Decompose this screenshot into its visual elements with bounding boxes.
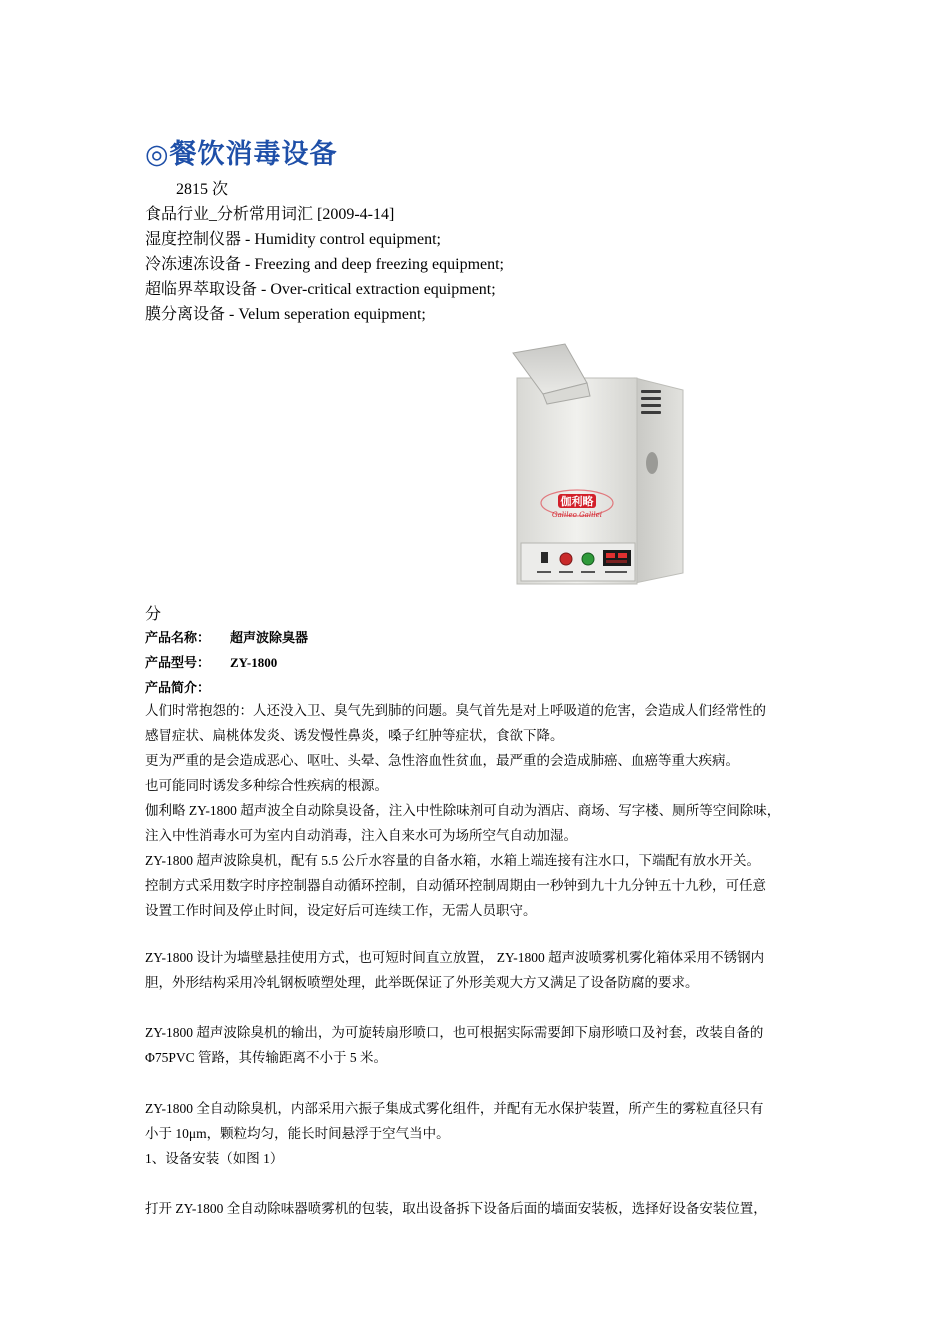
text-line: 食品行业_分析常用词汇 [2009-4-14]	[145, 206, 395, 223]
product-intro-label: 产品简介：	[145, 680, 211, 695]
product-name-label: 产品名称：	[145, 630, 211, 645]
paragraph-line: 也可能同时诱发多种综合性疾病的根源。	[145, 778, 388, 793]
product-model-value: ZY-1800	[230, 655, 278, 670]
paragraph-line: 更为严重的是会造成恶心、呕吐、头晕、急性溶血性贫血，最严重的会造成肺癌、血癌等重大疾病。	[145, 753, 739, 768]
paragraph-line: 控制方式采用数字时序控制器自动循环控制，自动循环控制周期由一秒钟到九十九分钟五十九秒，可任意	[145, 878, 766, 893]
paragraph-output	[145, 1020, 820, 1070]
paragraph-line: ZY-1800 全自动除臭机，内部采用六振子集成式雾化组件，并配有无水保护装置，所产生的雾粒直径只有	[145, 1101, 764, 1116]
paragraph-line: 伽利略 ZY-1800 超声波全自动除臭设备，注入中性除味剂可自动为酒店、商场、写字楼、厕所等空间除味，	[145, 803, 781, 818]
paragraph-line: Φ75PVC 管路，其传输距离不小于 5 米。	[145, 1050, 388, 1065]
section-heading: 1、设备安装（如图 1）	[145, 1151, 284, 1166]
paragraph-line: ZY-1800 超声波除臭机，配有 5.5 公斤水容量的自备水箱，水箱上端连接有注水口，下端配有放水开关。	[145, 853, 760, 868]
paragraph-line: 胆，外形结构采用冷轧钢板喷塑处理，此举既保证了外形美观大方又满足了设备防腐的要求。	[145, 975, 699, 990]
page-title: ◎餐饮消毒设备	[145, 139, 338, 170]
paragraph-mounting	[145, 945, 820, 995]
text-fragment: 分	[145, 606, 162, 623]
product-photo	[455, 338, 740, 608]
product-name-value: 超声波除臭器	[230, 630, 309, 645]
paragraph-line: 打开 ZY-1800 全自动除味器喷雾机的包装，取出设备拆下设备后面的墙面安装板，选择好设备安装位置，	[145, 1201, 767, 1216]
product-model-row	[145, 652, 277, 671]
logo-english: Galileo Galilei	[552, 511, 602, 519]
view-count: 2815 次	[176, 181, 229, 198]
paragraph-line: 注入中性消毒水可为室内自动消毒，注入自来水可为场所空气自动加湿。	[145, 828, 577, 843]
text-line: 超临界萃取设备 - Over-critical extraction equipment;	[145, 281, 496, 298]
red-indicator	[560, 553, 572, 565]
text-line: 冷冻速冻设备 - Freezing and deep freezing equipment;	[145, 256, 505, 273]
logo-text: 伽利略	[560, 495, 594, 508]
paragraph-line: 设置工作时间及停止时间，设定好后可连续工作，无需人员职守。	[145, 903, 537, 918]
product-name-row	[145, 627, 308, 646]
text-line: 膜分离设备 - Velum seperation equipment;	[145, 306, 426, 323]
power-switch	[541, 552, 548, 563]
paragraph-installation	[145, 1196, 820, 1221]
text-line: 湿度控制仪器 - Humidity control equipment;	[145, 231, 441, 248]
paragraph-line: ZY-1800 超声波除臭机的输出，为可旋转扇形喷口，也可根据实际需要卸下扇形喷口及衬套，改装自备的	[145, 1025, 764, 1040]
paragraph-line: 小于 10μm，颗粒均匀，能长时间悬浮于空气当中。	[145, 1126, 450, 1141]
paragraph-line: ZY-1800 设计为墙壁悬挂使用方式，也可短时间直立放置， ZY-1800 超声波喷雾机雾化箱体采用不锈钢内	[145, 950, 765, 965]
paragraph-line: 感冒症状、扁桃体发炎、诱发慢性鼻炎，嗓子红肿等症状，食欲下降。	[145, 728, 564, 743]
paragraph-intro	[145, 698, 820, 923]
green-indicator	[582, 553, 594, 565]
product-model-label: 产品型号：	[145, 655, 211, 670]
paragraph-line: 人们时常抱怨的：人还没入卫、臭气先到肺的问题。臭气首先是对上呼吸道的危害，会造成人们经常性的	[145, 703, 766, 718]
paragraph-atomizer	[145, 1096, 820, 1171]
